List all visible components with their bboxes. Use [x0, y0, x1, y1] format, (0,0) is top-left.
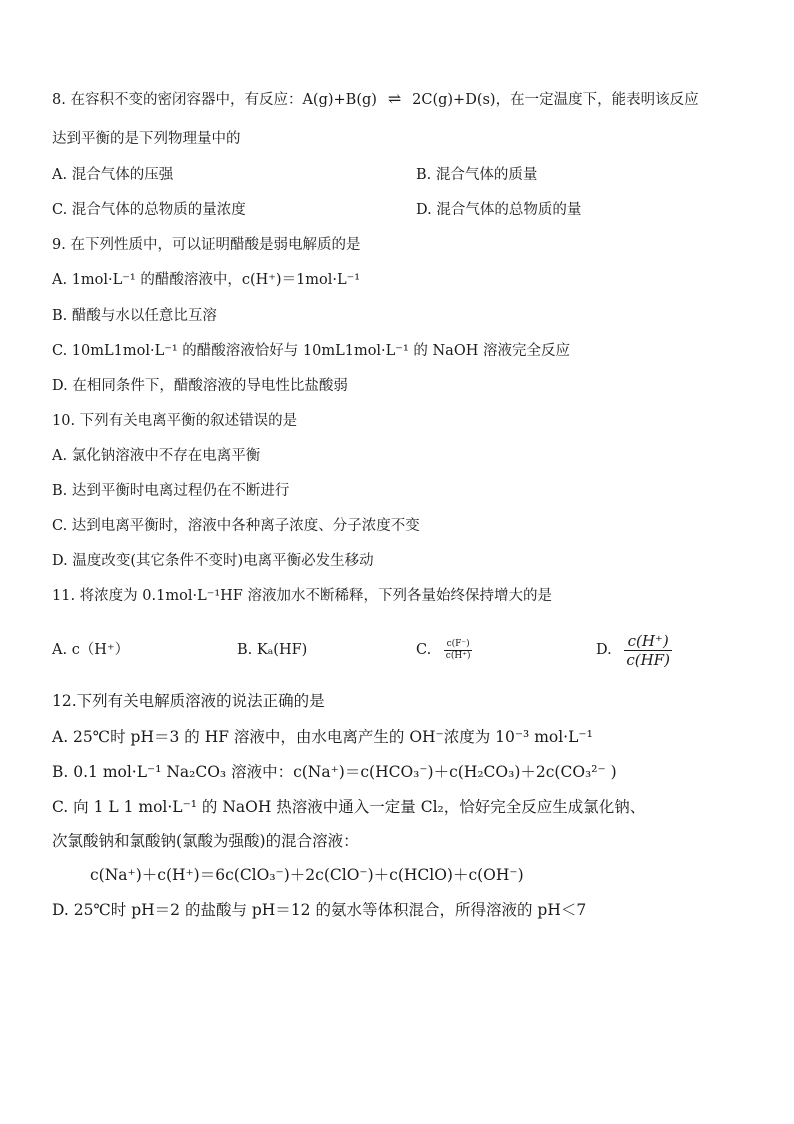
q12-option-b: B. 0.1 mol·L⁻¹ Na₂CO₃ 溶液中：c(Na⁺)＝c(HCO₃⁻)＋c(H₂CO₃)＋2c(CO₃²⁻ ): [52, 763, 617, 781]
q10-option-b: B. 达到平衡时电离过程仍在不断进行: [52, 483, 290, 499]
q9-option-b: B. 醋酸与水以任意比互溶: [52, 308, 217, 324]
q8-stem-line2: 达到平衡的是下列物理量中的: [52, 131, 241, 147]
q9-stem: 9. 在下列性质中，可以证明醋酸是弱电解质的是: [52, 237, 361, 253]
equilibrium-arrow-icon: ⇌: [387, 89, 402, 108]
q12-stem: 12.下列有关电解质溶液的说法正确的是: [52, 692, 325, 710]
q9-option-c: C. 10mL1mol·L⁻¹ 的醋酸溶液恰好与 10mL1mol·L⁻¹ 的 NaOH 溶液完全反应: [52, 343, 570, 359]
q12-option-a: A. 25℃时 pH＝3 的 HF 溶液中，由水电离产生的 OH⁻浓度为 10⁻³ mol·L⁻¹: [52, 728, 593, 746]
q11-option-d-fraction: [624, 632, 672, 669]
q11-option-c-label: C.: [416, 642, 432, 658]
fraction-denominator: c(H⁺): [445, 650, 471, 661]
q10-option-c: C. 达到电离平衡时，溶液中各种离子浓度、分子浓度不变: [52, 518, 420, 534]
q9-option-d: D. 在相同条件下，醋酸溶液的导电性比盐酸弱: [52, 378, 348, 394]
q8-option-b: B. 混合气体的质量: [416, 167, 538, 183]
q9-option-a: A. 1mol·L⁻¹ 的醋酸溶液中，c(H⁺)＝1mol·L⁻¹: [52, 272, 361, 288]
q8-option-c: C. 混合气体的总物质的量浓度: [52, 202, 246, 218]
q8-option-d: D. 混合气体的总物质的量: [416, 202, 582, 218]
q12-option-c-line1: C. 向 1 L 1 mol·L⁻¹ 的 NaOH 热溶液中通入一定量 Cl₂，恰好完全反应生成氯化钠、: [52, 798, 646, 816]
q12-option-d: D. 25℃时 pH＝2 的盐酸与 pH＝12 的氨水等体积混合，所得溶液的 pH＜7: [52, 901, 587, 919]
q11-option-d: [596, 628, 672, 672]
q11-stem: 11. 将浓度为 0.1mol·L⁻¹HF 溶液加水不断稀释，下列各量始终保持增大的是: [52, 588, 552, 604]
q10-option-d: D. 温度改变(其它条件不变时)电离平衡必发生移动: [52, 553, 374, 569]
q10-stem: 10. 下列有关电离平衡的叙述错误的是: [52, 413, 298, 429]
q8-option-a: A. 混合气体的压强: [52, 167, 174, 183]
q10-option-a: A. 氯化钠溶液中不存在电离平衡: [52, 448, 261, 464]
q8-stem-text-cont: 2C(g)+D(s)，在一定温度下，能表明该反应: [412, 92, 699, 108]
q11-option-c: [416, 632, 472, 668]
fraction-numerator: c(H⁺): [624, 632, 672, 651]
q11-option-a: A. c（H⁺）: [52, 642, 130, 658]
q8-stem-line1: [52, 89, 699, 110]
q8-stem-text: 8. 在容积不变的密闭容器中，有反应：A(g)+B(g): [52, 92, 377, 108]
q11-option-b: B. Kₐ(HF): [237, 642, 308, 658]
q12-option-c-equation: c(Na⁺)＋c(H⁺)＝6c(ClO₃⁻)＋2c(ClO⁻)＋c(HClO)＋c(OH⁻): [90, 866, 524, 884]
fraction-numerator: c(F⁻): [444, 639, 473, 651]
q11-option-c-fraction: [444, 639, 473, 662]
fraction-denominator: c(HF): [626, 650, 670, 669]
q12-option-c-line2: 次氯酸钠和氯酸钠(氯酸为强酸)的混合溶液：: [52, 832, 359, 850]
q11-option-d-label: D.: [596, 642, 612, 658]
